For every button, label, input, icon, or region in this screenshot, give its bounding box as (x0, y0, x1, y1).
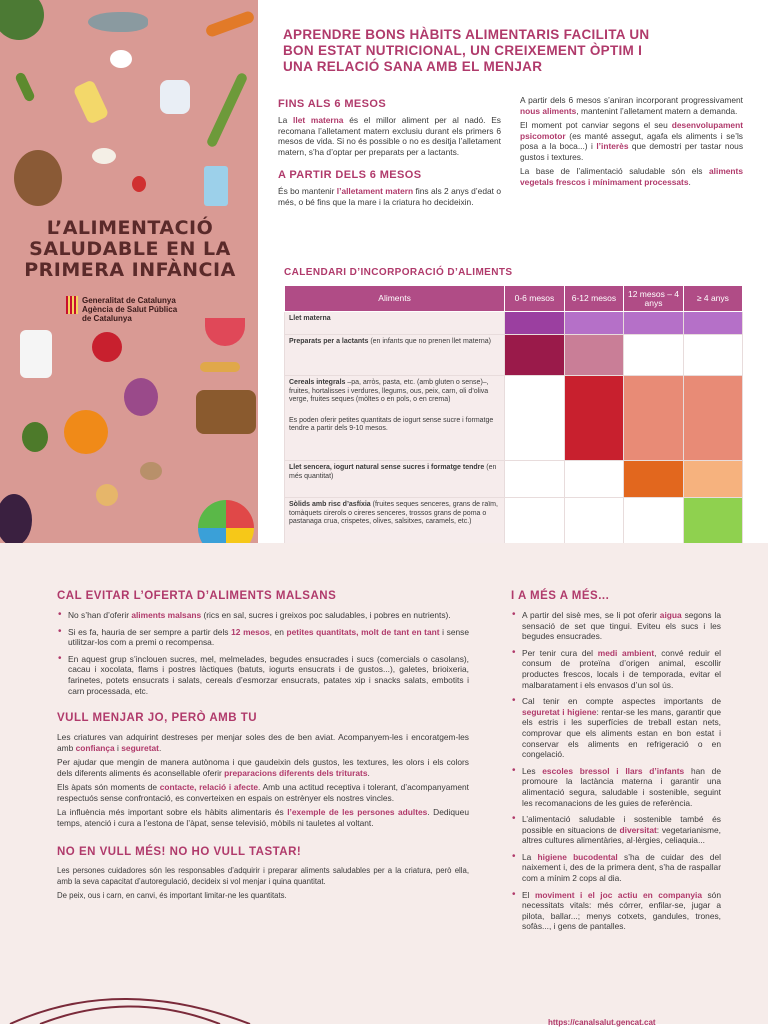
calendar-row-label (285, 312, 505, 335)
orange-icon (64, 410, 108, 454)
section-text (520, 120, 743, 162)
list-item (511, 852, 721, 884)
text-span: Les criatures van adquirint destreses per menjar soles des de ben aviat. Acompanyem-les i encoratgem-les amb (57, 732, 469, 753)
list-item (511, 814, 721, 846)
website-link[interactable]: https://canalsalut.gencat.cat (548, 1018, 656, 1027)
highlight: llet materna (293, 115, 344, 125)
list-item (511, 890, 721, 932)
text-span: El moment pot canviar segons el seu (520, 120, 672, 130)
section-title: I A MÉS A MÉS... (511, 590, 610, 602)
col-header: 0-6 mesos (505, 286, 565, 312)
green-beans-icon (14, 71, 36, 102)
list-item (511, 696, 721, 760)
section-text: De peix, ous i carn, en canvi, és important limitar-ne les quantitats. (57, 891, 287, 901)
text-span: No s’han d’oferir (68, 610, 132, 620)
highlight: petites quantitats, molt de tant en tant (286, 626, 440, 637)
text-span: (es manté assegut, agafa els aliments i se’ls posa a la boca...) i (520, 130, 743, 151)
highlight: nous aliments (520, 105, 577, 116)
broccoli-icon (22, 422, 48, 452)
highlight: aliments malsans (131, 610, 202, 620)
calendar-row (285, 312, 743, 335)
list-item (57, 654, 469, 696)
decorative-curve (0, 984, 260, 1024)
highlight: seguretat i higiene (522, 706, 597, 717)
text-span: Per ajudar que mengin de manera autònoma i que gaudeixin dels gustos, les textures, les olors i els colors dels diferents aliments és aconsellable oferir (57, 757, 469, 778)
text-span: A partir del sisè mes, se li pot oferir (522, 610, 660, 620)
bottom-right-column (511, 590, 721, 942)
cover-panel (0, 0, 258, 543)
calendar-row (285, 461, 743, 498)
text-span: La influència més important sobre els hàbits alimentaris és (57, 807, 288, 818)
egg-icon (110, 50, 132, 68)
page-headline: APRENDRE BONS HÀBITS ALIMENTARIS FACILITA UN BON ESTAT NUTRICIONAL, UN CREIXEMENT ÒPTIM I UNA RELACIÓ SANA AMB EL MENJAR (283, 27, 650, 74)
text-span: : vegetarianisme, altres cultures alimentàries, al·lèrgies, celiaquia... (522, 824, 721, 846)
calendar-row (285, 498, 743, 545)
food-detail: (en més quantitat) (289, 464, 497, 480)
list-item (57, 627, 469, 648)
section-title: VULL MENJAR JO, PERÒ AMB TU (57, 712, 258, 725)
calendar-cell (505, 498, 565, 545)
calendar-title: CALENDARI D’INCORPORACIÓ D’ALIMENTS (284, 267, 513, 278)
calendar-cell (624, 335, 684, 376)
food-detail: –pa, arròs, pasta, etc. (amb gluten o sense)–, fruites, hortalisses i verdures, llegums, ous, peix, carn, oli d’oliva verge, fruites seques (mòltes o en pols, o en crema) (289, 379, 489, 403)
food-name: Preparats per a lactants (289, 338, 369, 345)
cover-title-line: PRIMERA INFÀNCIA (24, 259, 236, 281)
calendar-cell (624, 461, 684, 498)
calendar-cell (564, 376, 624, 461)
text-span: Els àpats són moments de (57, 782, 160, 793)
text-span: que demostri per tastar nous gustos i textures. (520, 141, 744, 162)
baby-toy-icon (73, 79, 110, 125)
section-text (520, 166, 743, 187)
calendar-cell (564, 461, 624, 498)
text-span: Per tenir cura del (522, 647, 598, 658)
col-header: Aliments (285, 286, 505, 312)
text-span: , mantenint l’alletament matern a demanda. (576, 105, 738, 116)
text-span: L’alimentació saludable i sostenible també és possible en situacions de (522, 814, 721, 835)
eggplant-icon (0, 494, 32, 543)
calendar-cell (624, 312, 684, 335)
highlight: l’alletament matern (336, 186, 414, 196)
highlight: preparacions diferents dels triturats (224, 767, 368, 778)
text-span: s’ha de cuidar des del naixement i, des de la primera dent, s’ha de raspallar com a mínim 2 cops al dia. (522, 851, 721, 884)
section-title: NO EN VULL MÉS! NO HO VULL TASTAR! (57, 846, 302, 859)
section-text (57, 757, 469, 778)
text-span: són necessitats vitals: més córrer, enfilar-se, jugar a pilota, ballar...; menys cotxets, gandules, trones, sofàs..., i gens de pantalles. (522, 889, 721, 932)
food-detail: (en infants que no prenen llet materna) (368, 338, 491, 345)
highlight: diversitat (619, 824, 657, 835)
carrot-icon (204, 10, 255, 38)
text-span: La (522, 851, 538, 862)
calendar-cell (505, 376, 565, 461)
highlight: escoles bressol i llars d’infants (542, 765, 685, 776)
highlight: contacte, relació i afecte (159, 782, 259, 793)
food-name: Cereals integrals (289, 379, 346, 386)
fish-icon (88, 12, 148, 32)
agency-name (64, 296, 177, 323)
text-span: Les (522, 765, 543, 776)
food-name: Sòlids amb risc d’asfíxia (289, 501, 371, 508)
red-onion-icon (124, 378, 158, 416)
chickpeas-icon (96, 484, 118, 506)
calendar-cell (505, 312, 565, 335)
highlight: medi ambient (597, 647, 655, 658)
text-span: . (158, 742, 162, 753)
section-text (57, 807, 469, 828)
calendar-cell (683, 498, 742, 545)
food-name: Llet materna (289, 315, 331, 322)
list-item (511, 610, 721, 642)
text-span: , convé reduir el consum de proteïna d’origen animal, escollir productes frescos, locals i de temporada, evitar el malbaratament i els envasos d’un sol ús. (522, 647, 722, 690)
text-span: . (367, 767, 370, 778)
watermelon-icon (205, 318, 245, 346)
highlight: higiene bucodental (537, 851, 618, 862)
col-header: 6-12 mesos (564, 286, 624, 312)
text-span: (rics en sal, sucres i greixos poc saludables, i pobres en nutrients). (201, 610, 451, 620)
highlight: 12 mesos (231, 626, 270, 637)
cover-title (14, 218, 246, 281)
cover-title-line: SALUDABLE EN LA (29, 238, 231, 260)
agency-line: Generalitat de Catalunya (82, 296, 176, 305)
highlight: desenvolupament psicomotor (520, 120, 743, 141)
section-title: A PARTIR DELS 6 MESOS (278, 169, 422, 181)
col-header: 12 mesos – 4 anys (624, 286, 684, 312)
col-header: ≥ 4 anys (683, 286, 742, 312)
text-span: han de promoure la lactància materna i garantir una alimentació segura, saludable i sostenible, seguint les recomanacions de les guies de referència. (522, 765, 721, 808)
calendar-cell (505, 461, 565, 498)
ball-icon (198, 500, 254, 543)
text-span: Si es fa, hauria de ser sempre a partir dels (68, 626, 232, 637)
calendar-row (285, 335, 743, 376)
text-span: , en (269, 626, 287, 637)
text-span: fins als 2 anys d’edat o més, o bé fins que la mare i la criatura ho decideixin. (278, 186, 501, 207)
text-span: i (114, 742, 122, 753)
cabbage-icon (0, 0, 44, 40)
strawberry-icon (132, 176, 146, 192)
highlight: confiança (75, 742, 115, 753)
spoon-fork-icon (160, 80, 190, 114)
section-title: FINS ALS 6 MESOS (278, 98, 387, 110)
calendar-row-label (285, 498, 505, 545)
text-span: és el millor aliment per al nadó. Es recomana l’alletament matern exclusiu durant els primers 6 mesos de vida. Si no és possible o no es desitja l’alletament matern, s’ha d’optar per preparats per a lactants. (278, 115, 501, 157)
highlight: l’interès (596, 141, 629, 151)
calendar-row-label (285, 461, 505, 498)
white-beans-icon (92, 148, 116, 164)
food-detail: (fruites seques senceres, grans de raïm, tomàquets cirerols o cireres senceres, trossos grans de poma o pastanaga crua, crispetes, olives, salsitxes, caramels, etc.) (289, 501, 498, 525)
text-span: . Dediqueu temps, atenció i cura a l’estona de l’àpat, sense televisió, mòbils ni tauletes al voltant. (57, 807, 470, 828)
calendar-cell (683, 312, 742, 335)
water-glass-icon (204, 166, 228, 206)
calendar-row-label (285, 376, 505, 461)
text-span: A partir dels 6 mesos s’aniran incorporant progressivament (520, 95, 743, 105)
text-span: : rentar-se les mans, garantir que els estris i les superfícies de treball estan nets, comprovar que els aliments estan en bon estat i conservar els aliments en refrigeració o en congelació. (522, 706, 721, 760)
calendar-cell (505, 335, 565, 376)
text-span: . (688, 176, 691, 187)
list-item (511, 766, 721, 808)
mushroom-icon (140, 462, 162, 480)
text-span: El (522, 889, 535, 900)
yogurt-icon (20, 330, 52, 378)
calendar-cell (624, 498, 684, 545)
section-text (520, 95, 743, 116)
highlight: aigua (659, 610, 682, 620)
right-column (520, 95, 743, 191)
calendar-row-label (285, 335, 505, 376)
section-text (278, 186, 501, 207)
text-span: La base de l’alimentació saludable són els (520, 166, 710, 176)
list-item (57, 610, 469, 621)
highlight: aliments vegetals frescos i mínimament processats (520, 166, 743, 187)
section-text (57, 782, 469, 803)
calendar-cell (683, 335, 742, 376)
calendar-row (285, 376, 743, 461)
cover-title-line: L’ALIMENTACIÓ (46, 217, 214, 239)
calendar-cell (624, 376, 684, 461)
food-note: Es poden oferir petites quantitats de iogurt sense sucre i formatge tendre a partir dels 9-10 mesos. (289, 416, 494, 432)
calendar-table (284, 285, 743, 545)
text-span: . Amb una actitud receptiva i tolerant, d’acompanyament respectuós sense confrontació, es converteixen en espais on estrènyer els nostres vincles. (57, 782, 469, 803)
text-span: segons la sensació de set que tingui. Eviteu els sucs i les begudes ensucrades. (522, 610, 721, 642)
section-title: CAL EVITAR L’OFERTA D’ALIMENTS MALSANS (57, 590, 337, 602)
highlight: seguretat (121, 742, 159, 753)
calendar-cell (564, 312, 624, 335)
agency-line: Agència de Salut Pública (82, 305, 178, 314)
left-column (278, 98, 501, 211)
calendar-cell (683, 461, 742, 498)
calendar-cell (564, 335, 624, 376)
highlight: l’exemple de les persones adultes (287, 807, 428, 818)
teddy-bear-icon (14, 150, 62, 206)
text-span: i sense utilitzar-los com a premi o recompensa. (68, 626, 469, 648)
calendar-cell (683, 376, 742, 461)
text-span: Cal tenir en compte aspectes importants de (522, 696, 721, 707)
agency-line: de Catalunya (82, 314, 132, 323)
text-span: La (278, 115, 294, 125)
section-text (57, 732, 469, 753)
bread-icon (196, 390, 256, 434)
section-text: Les persones cuidadores són les responsables d’adquirir i preparar aliments saludables per a la criatura, però ella, amb la seva capacitat d’autoregulació, decideix si vol menjar i quina quantitat. (57, 866, 469, 886)
text-span: En aquest grup s’inclouen sucres, mel, melmelades, begudes ensucrades i sucs (comercials o casolans), cacau i xocolata, flams i postres làctiques (batuts, iogurts ensucrats i de gustos...), galetes, brioixeria, farinetes, potets ensucrats i salats, cereals d’esmorzar ensucrats, patates xip i snacks salats, embotits i carn processada, etc. (68, 653, 469, 696)
section-text (278, 115, 501, 157)
bottom-left-column (57, 590, 469, 906)
text-span: És bo mantenir (278, 186, 337, 196)
flower-icon (92, 332, 122, 362)
ames-list (511, 610, 721, 932)
evitar-list (57, 610, 469, 696)
food-name: Llet sencera, iogurt natural sense sucres i formatge tendre (289, 464, 485, 471)
peas-icon (200, 362, 240, 372)
list-item (511, 648, 721, 690)
highlight: moviment i el joc actiu en companyia (534, 889, 702, 900)
asparagus-icon (206, 72, 249, 149)
calendar-cell (564, 498, 624, 545)
